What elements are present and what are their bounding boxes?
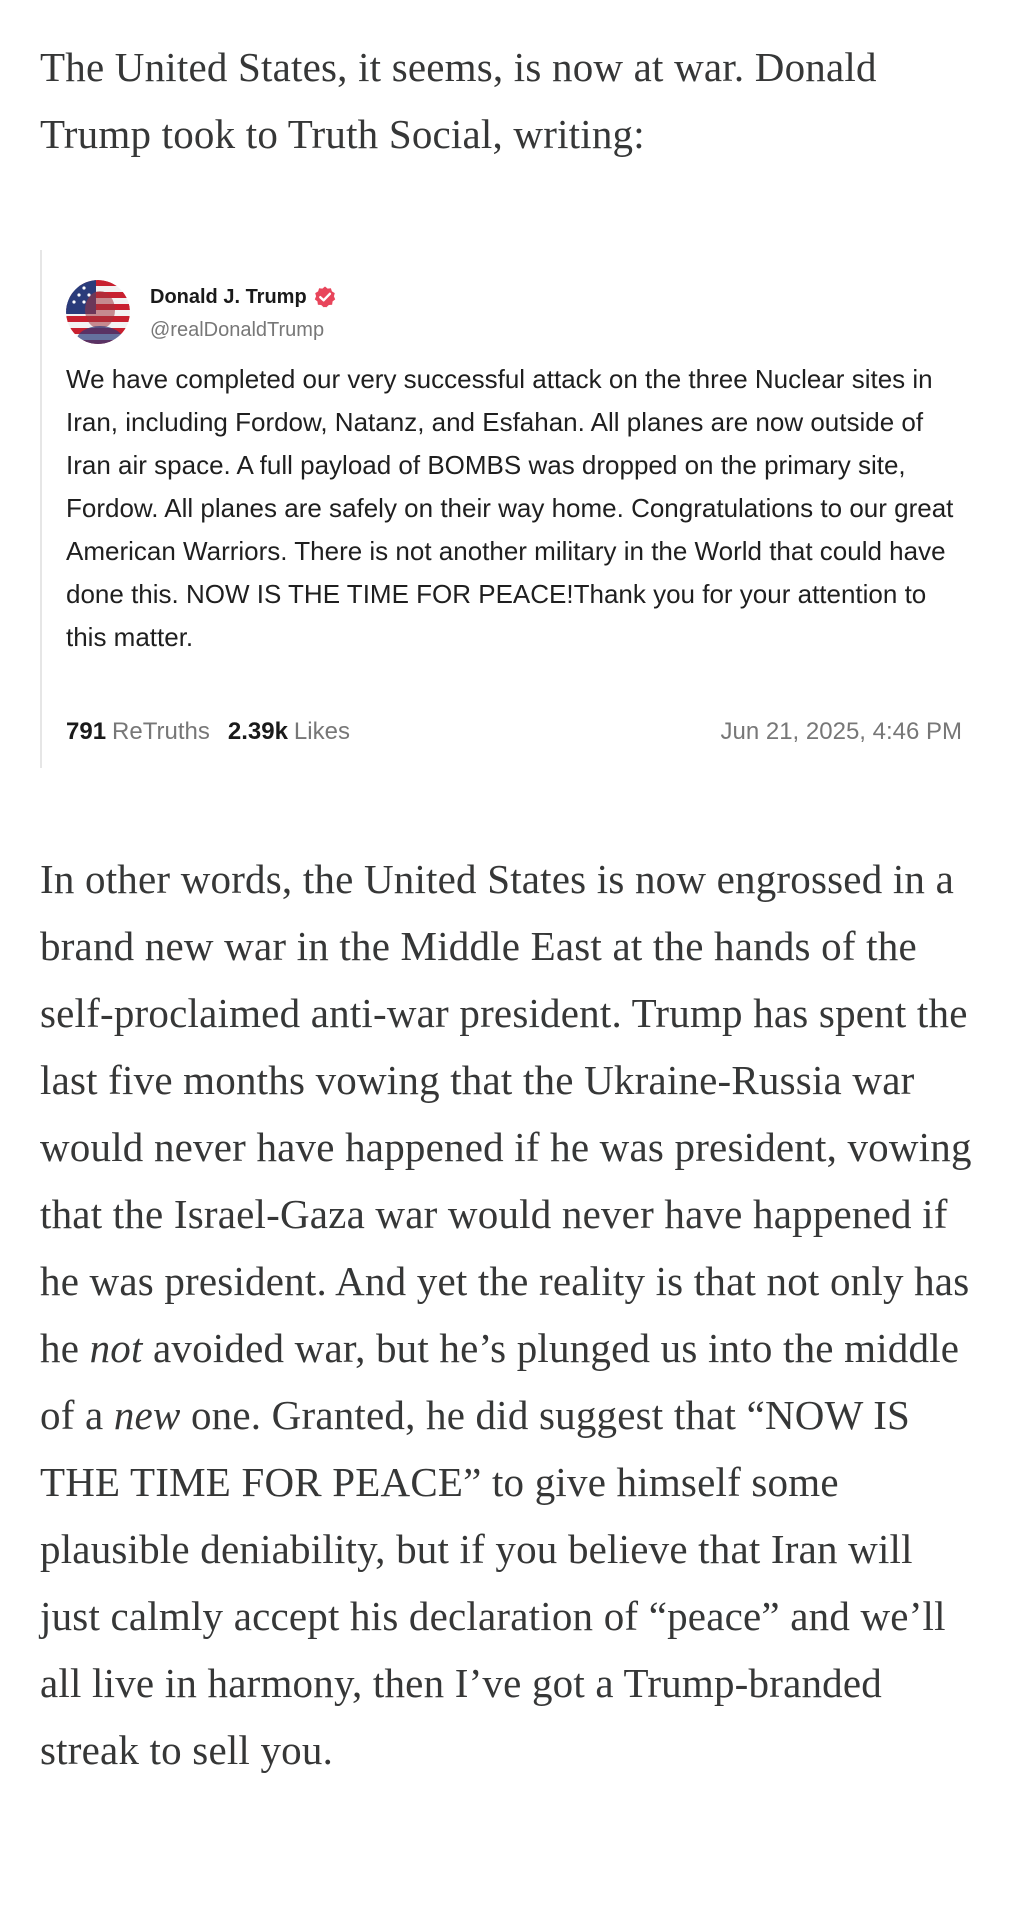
body-emphasis-not: not	[89, 1325, 143, 1371]
body-text-part-3: one. Granted, he did suggest that “NOW IS THE TIME FOR PEACE” to give himself some plausible deniability, but if you believe that Iran will just calmly accept his declaration of “peace” and we’ll all live in harmony, then I’ve got a Trump-branded streak to sell you.	[40, 1392, 946, 1773]
author-name-text: Donald J. Trump	[150, 285, 307, 308]
post-stats	[66, 718, 350, 746]
author-name[interactable]	[150, 285, 337, 309]
truth-social-embed[interactable]	[40, 250, 962, 768]
likes-label: Likes	[293, 718, 350, 745]
author-handle[interactable]: @realDonaldTrump	[150, 319, 325, 341]
retruths-label: ReTruths	[112, 718, 210, 745]
likes-stat[interactable]	[228, 718, 350, 746]
retruths-stat[interactable]	[66, 718, 210, 746]
intro-paragraph: The United States, it seems, is now at war. Donald Trump took to Truth Social, writing:	[40, 44, 877, 157]
likes-count: 2.39k	[227, 718, 288, 745]
body-text-part-2: avoided war, but he’s plunged us into the middle of a	[40, 1325, 960, 1438]
post-timestamp[interactable]: Jun 21, 2025, 4:46 PM	[720, 718, 962, 745]
retruths-count: 791	[66, 718, 107, 745]
body-paragraph	[40, 846, 980, 1784]
author-avatar[interactable]	[66, 280, 130, 344]
body-text-part-1: In other words, the United States is now engrossed in a brand new war in the Middle East at the hands of the self-proclaimed anti-war president. Trump has spent the last five months vowing that the Ukraine-Russia war would never have happened if he was president, vowing that the Israel-Gaza war would never have happened if he was president. And yet the reality is that not only has he	[40, 856, 972, 1371]
verified-badge-icon	[313, 285, 337, 309]
body-emphasis-new: new	[113, 1392, 181, 1438]
post-text: We have completed our very successful attack on the three Nuclear sites in Iran, including Fordow, Natanz, and Esfahan. All planes are now outside of Iran air space. A full payload of BOMBS was dropped on the primary site, Fordow. All planes are safely on their way home. Congratulations to our great American Warriors. There is not another military in the World that could have done this. NOW IS THE TIME FOR PEACE!Thank you for your attention to this matter.	[66, 364, 954, 652]
